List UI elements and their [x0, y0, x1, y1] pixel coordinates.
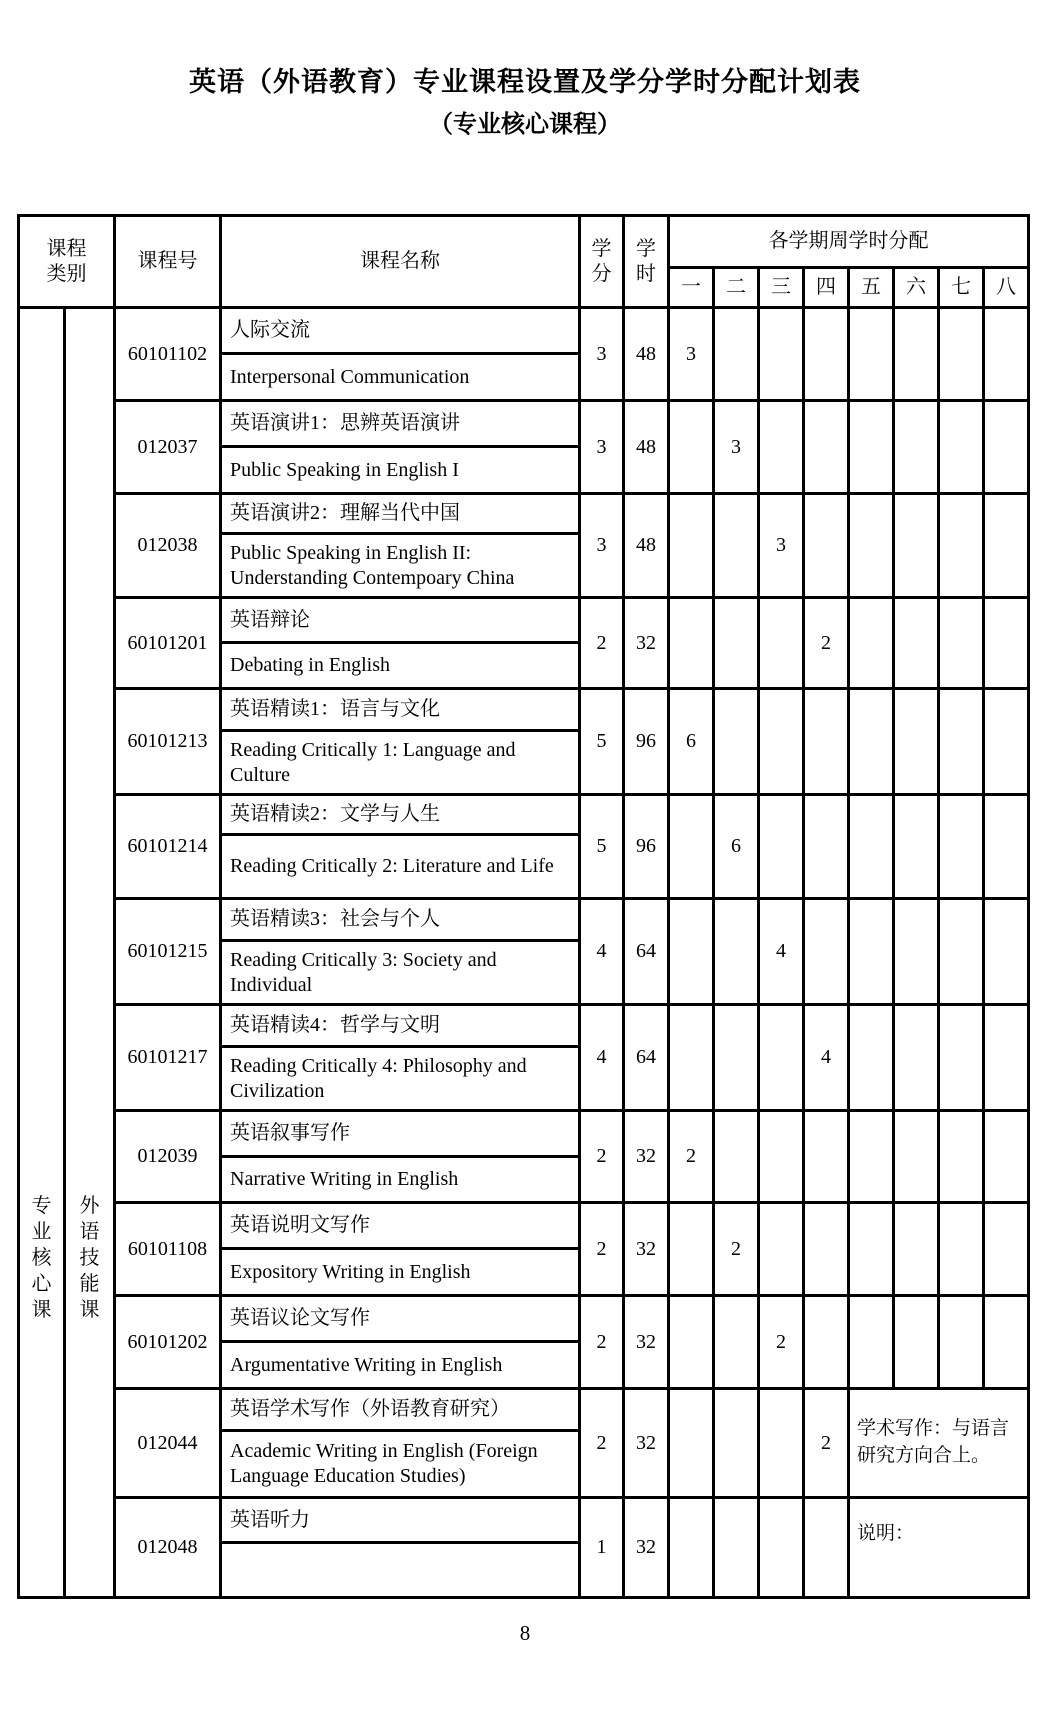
- semester-5-hours: [849, 1111, 894, 1203]
- semester-3-hours: 3: [759, 494, 804, 598]
- semester-4-hours: 4: [804, 1005, 849, 1111]
- semester-4-hours: [804, 1203, 849, 1296]
- header-semester-3: 三: [759, 268, 804, 308]
- semester-3-hours: [759, 401, 804, 494]
- semester-2-hours: 2: [714, 1203, 759, 1296]
- course-name-en: Reading Critically 1: Language and Culture: [221, 731, 580, 795]
- semester-4-hours: [804, 795, 849, 899]
- page-number: 8: [519, 1621, 531, 1645]
- course-row: [19, 401, 1029, 447]
- semester-3-hours: 2: [759, 1296, 804, 1389]
- course-row: [19, 1111, 1029, 1157]
- course-row: [19, 1498, 1029, 1543]
- header-credits: [580, 216, 624, 308]
- semester-1-hours: [669, 1203, 714, 1296]
- header-course-name: 课程名称: [221, 216, 580, 308]
- hours-value: 32: [624, 598, 669, 689]
- course-no: 60101213: [115, 689, 221, 795]
- semester-1-hours: 6: [669, 689, 714, 795]
- course-name-en: Expository Writing in English: [221, 1249, 580, 1296]
- semester-2-hours: [714, 1498, 759, 1598]
- semester-1-hours: [669, 401, 714, 494]
- semester-4-hours: [804, 1296, 849, 1389]
- course-row: [19, 308, 1029, 354]
- course-row: [19, 795, 1029, 835]
- semester-2-hours: [714, 308, 759, 401]
- table-clip-region: [17, 214, 1033, 1558]
- semester-7-hours: [939, 401, 984, 494]
- semester-3-hours: [759, 1111, 804, 1203]
- semester-7-hours: [939, 1203, 984, 1296]
- course-name-en: [221, 1543, 580, 1598]
- header-semester-title: 各学期周学时分配: [669, 216, 1029, 268]
- course-name-en: Interpersonal Communication: [221, 354, 580, 401]
- semester-1-hours: [669, 598, 714, 689]
- course-name-en: Argumentative Writing in English: [221, 1342, 580, 1389]
- course-name-zh: 英语精读4：哲学与文明: [221, 1005, 580, 1047]
- course-name-zh: 英语辩论: [221, 598, 580, 643]
- semester-5-hours: [849, 1296, 894, 1389]
- category-label-major-core: [19, 308, 65, 1598]
- semester-2-hours: [714, 1111, 759, 1203]
- semester-2-hours: [714, 598, 759, 689]
- course-no: 012037: [115, 401, 221, 494]
- semester-6-hours: [894, 899, 939, 1005]
- credits-value: 4: [580, 899, 624, 1005]
- semester-4-hours: [804, 308, 849, 401]
- semester-8-hours: [984, 598, 1029, 689]
- course-name-zh: 英语精读1：语言与文化: [221, 689, 580, 731]
- semester-2-hours: [714, 689, 759, 795]
- course-name-en: Public Speaking in English II: Understanding Contempoary China: [221, 534, 580, 598]
- header-hours: [624, 216, 669, 308]
- semester-6-hours: [894, 598, 939, 689]
- semester-1-hours: [669, 1389, 714, 1498]
- course-name-zh: 英语演讲1：思辨英语演讲: [221, 401, 580, 447]
- course-row: [19, 1389, 1029, 1431]
- course-no: 012038: [115, 494, 221, 598]
- credits-value: 5: [580, 689, 624, 795]
- header-semester-2: 二: [714, 268, 759, 308]
- hours-value: 48: [624, 308, 669, 401]
- semester-5-hours: [849, 689, 894, 795]
- semester-3-hours: [759, 308, 804, 401]
- note-cell: 学术写作：与语言研究方向合上。: [849, 1389, 1029, 1498]
- credits-value: 3: [580, 401, 624, 494]
- hours-value: 48: [624, 401, 669, 494]
- semester-7-hours: [939, 1296, 984, 1389]
- semester-1-hours: [669, 795, 714, 899]
- course-name-en: Public Speaking in English I: [221, 447, 580, 494]
- category-label-language-skills: [65, 308, 115, 1598]
- course-row: [19, 899, 1029, 941]
- semester-8-hours: [984, 494, 1029, 598]
- course-no: 60101217: [115, 1005, 221, 1111]
- course-row: [19, 1005, 1029, 1047]
- course-name-zh: 英语听力: [221, 1498, 580, 1543]
- semester-5-hours: [849, 401, 894, 494]
- course-name-en: Academic Writing in English (Foreign Language Education Studies): [221, 1431, 580, 1498]
- credits-value: 2: [580, 1296, 624, 1389]
- course-name-en: Narrative Writing in English: [221, 1157, 580, 1203]
- semester-5-hours: [849, 598, 894, 689]
- semester-6-hours: [894, 689, 939, 795]
- semester-8-hours: [984, 1111, 1029, 1203]
- semester-7-hours: [939, 899, 984, 1005]
- semester-8-hours: [984, 308, 1029, 401]
- semester-1-hours: [669, 1005, 714, 1111]
- semester-4-hours: [804, 689, 849, 795]
- course-no: 012048: [115, 1498, 221, 1598]
- course-name-zh: 英语精读2：文学与人生: [221, 795, 580, 835]
- course-row: [19, 689, 1029, 731]
- course-name-zh: 英语议论文写作: [221, 1296, 580, 1342]
- semester-2-hours: 3: [714, 401, 759, 494]
- course-no: 60101202: [115, 1296, 221, 1389]
- credits-value: 2: [580, 1389, 624, 1498]
- credits-value: 3: [580, 308, 624, 401]
- semester-3-hours: [759, 1389, 804, 1498]
- credits-value: 2: [580, 598, 624, 689]
- semester-5-hours: [849, 1203, 894, 1296]
- semester-4-hours: 2: [804, 1389, 849, 1498]
- semester-5-hours: [849, 795, 894, 899]
- semester-4-hours: [804, 1498, 849, 1598]
- header-semester-8: 八: [984, 268, 1029, 308]
- credits-value: 2: [580, 1203, 624, 1296]
- header-semester-7: 七: [939, 268, 984, 308]
- course-no: 012044: [115, 1389, 221, 1498]
- course-no: 60101102: [115, 308, 221, 401]
- course-no: 60101214: [115, 795, 221, 899]
- semester-2-hours: [714, 1389, 759, 1498]
- category-vertical-text: 外 语 技 能 课: [79, 1195, 100, 1321]
- hours-value: 32: [624, 1296, 669, 1389]
- course-no: 012039: [115, 1111, 221, 1203]
- semester-3-hours: [759, 689, 804, 795]
- semester-8-hours: [984, 1005, 1029, 1111]
- course-name-zh: 英语叙事写作: [221, 1111, 580, 1157]
- semester-8-hours: [984, 899, 1029, 1005]
- credits-value: 5: [580, 795, 624, 899]
- course-name-zh: 英语演讲2：理解当代中国: [221, 494, 580, 534]
- course-no: 60101201: [115, 598, 221, 689]
- semester-7-hours: [939, 1111, 984, 1203]
- credits-value: 4: [580, 1005, 624, 1111]
- note-cell: 说明：: [849, 1498, 1029, 1598]
- header-category-line2: 类别: [46, 262, 87, 285]
- course-name-en: Reading Critically 4: Philosophy and Civilization: [221, 1047, 580, 1111]
- semester-3-hours: [759, 1005, 804, 1111]
- header-semester-1: 一: [669, 268, 714, 308]
- semester-6-hours: [894, 401, 939, 494]
- semester-3-hours: [759, 598, 804, 689]
- course-row: [19, 494, 1029, 534]
- semester-2-hours: [714, 494, 759, 598]
- semester-8-hours: [984, 795, 1029, 899]
- semester-3-hours: 4: [759, 899, 804, 1005]
- credits-value: 2: [580, 1111, 624, 1203]
- hours-value: 64: [624, 1005, 669, 1111]
- course-no: 60101108: [115, 1203, 221, 1296]
- semester-6-hours: [894, 1296, 939, 1389]
- course-table: [17, 214, 1030, 1599]
- course-row: [19, 598, 1029, 643]
- semester-7-hours: [939, 795, 984, 899]
- header-semester-6: 六: [894, 268, 939, 308]
- header-semester-5: 五: [849, 268, 894, 308]
- semester-1-hours: [669, 1296, 714, 1389]
- semester-5-hours: [849, 899, 894, 1005]
- hours-value: 32: [624, 1498, 669, 1598]
- semester-8-hours: [984, 401, 1029, 494]
- header-category: [19, 216, 115, 308]
- semester-1-hours: [669, 1498, 714, 1598]
- semester-4-hours: [804, 401, 849, 494]
- header-credits-line2: 分: [591, 262, 612, 285]
- semester-2-hours: [714, 1296, 759, 1389]
- semester-2-hours: [714, 1005, 759, 1111]
- page-title: 英语（外语教育）专业课程设置及学分学时分配计划表: [189, 67, 861, 97]
- semester-4-hours: 2: [804, 598, 849, 689]
- hours-value: 32: [624, 1111, 669, 1203]
- hours-value: 32: [624, 1389, 669, 1498]
- course-name-en: Reading Critically 2: Literature and Life: [221, 835, 580, 899]
- semester-7-hours: [939, 308, 984, 401]
- semester-3-hours: [759, 1203, 804, 1296]
- semester-7-hours: [939, 689, 984, 795]
- semester-2-hours: [714, 899, 759, 1005]
- semester-1-hours: [669, 899, 714, 1005]
- course-table-body: [19, 308, 1029, 1598]
- category-vertical-text: 专 业 核 心 课: [31, 1195, 52, 1321]
- semester-6-hours: [894, 308, 939, 401]
- semester-8-hours: [984, 689, 1029, 795]
- semester-1-hours: 2: [669, 1111, 714, 1203]
- semester-1-hours: [669, 494, 714, 598]
- hours-value: 96: [624, 795, 669, 899]
- semester-6-hours: [894, 1005, 939, 1111]
- semester-7-hours: [939, 598, 984, 689]
- semester-8-hours: [984, 1203, 1029, 1296]
- hours-value: 48: [624, 494, 669, 598]
- hours-value: 96: [624, 689, 669, 795]
- header-row-1: [19, 216, 1029, 268]
- hours-value: 32: [624, 1203, 669, 1296]
- semester-3-hours: [759, 795, 804, 899]
- credits-value: 3: [580, 494, 624, 598]
- semester-6-hours: [894, 1111, 939, 1203]
- page-subtitle: （专业核心课程）: [429, 111, 621, 138]
- semester-5-hours: [849, 1005, 894, 1111]
- header-hours-line2: 时: [636, 262, 656, 285]
- semester-4-hours: [804, 494, 849, 598]
- header-course-no: 课程号: [115, 216, 221, 308]
- credits-value: 1: [580, 1498, 624, 1598]
- semester-8-hours: [984, 1296, 1029, 1389]
- semester-6-hours: [894, 1203, 939, 1296]
- course-row: [19, 1296, 1029, 1342]
- course-name-zh: 英语说明文写作: [221, 1203, 580, 1249]
- course-name-zh: 人际交流: [221, 308, 580, 354]
- semester-4-hours: [804, 1111, 849, 1203]
- semester-4-hours: [804, 899, 849, 1005]
- semester-6-hours: [894, 494, 939, 598]
- document-page: [0, 66, 1050, 1645]
- semester-3-hours: [759, 1498, 804, 1598]
- header-semester-4: 四: [804, 268, 849, 308]
- course-name-zh: 英语学术写作（外语教育研究）: [221, 1389, 580, 1431]
- course-name-en: Debating in English: [221, 643, 580, 689]
- semester-7-hours: [939, 1005, 984, 1111]
- header-credits-line1: 学: [591, 237, 612, 260]
- course-name-en: Reading Critically 3: Society and Individual: [221, 941, 580, 1005]
- hours-value: 64: [624, 899, 669, 1005]
- semester-5-hours: [849, 494, 894, 598]
- course-row: [19, 1203, 1029, 1249]
- semester-5-hours: [849, 308, 894, 401]
- course-no: 60101215: [115, 899, 221, 1005]
- semester-1-hours: 3: [669, 308, 714, 401]
- semester-2-hours: 6: [714, 795, 759, 899]
- semester-7-hours: [939, 494, 984, 598]
- semester-6-hours: [894, 795, 939, 899]
- header-hours-line1: 学: [636, 237, 656, 260]
- header-category-line1: 课程: [46, 237, 87, 260]
- course-name-zh: 英语精读3：社会与个人: [221, 899, 580, 941]
